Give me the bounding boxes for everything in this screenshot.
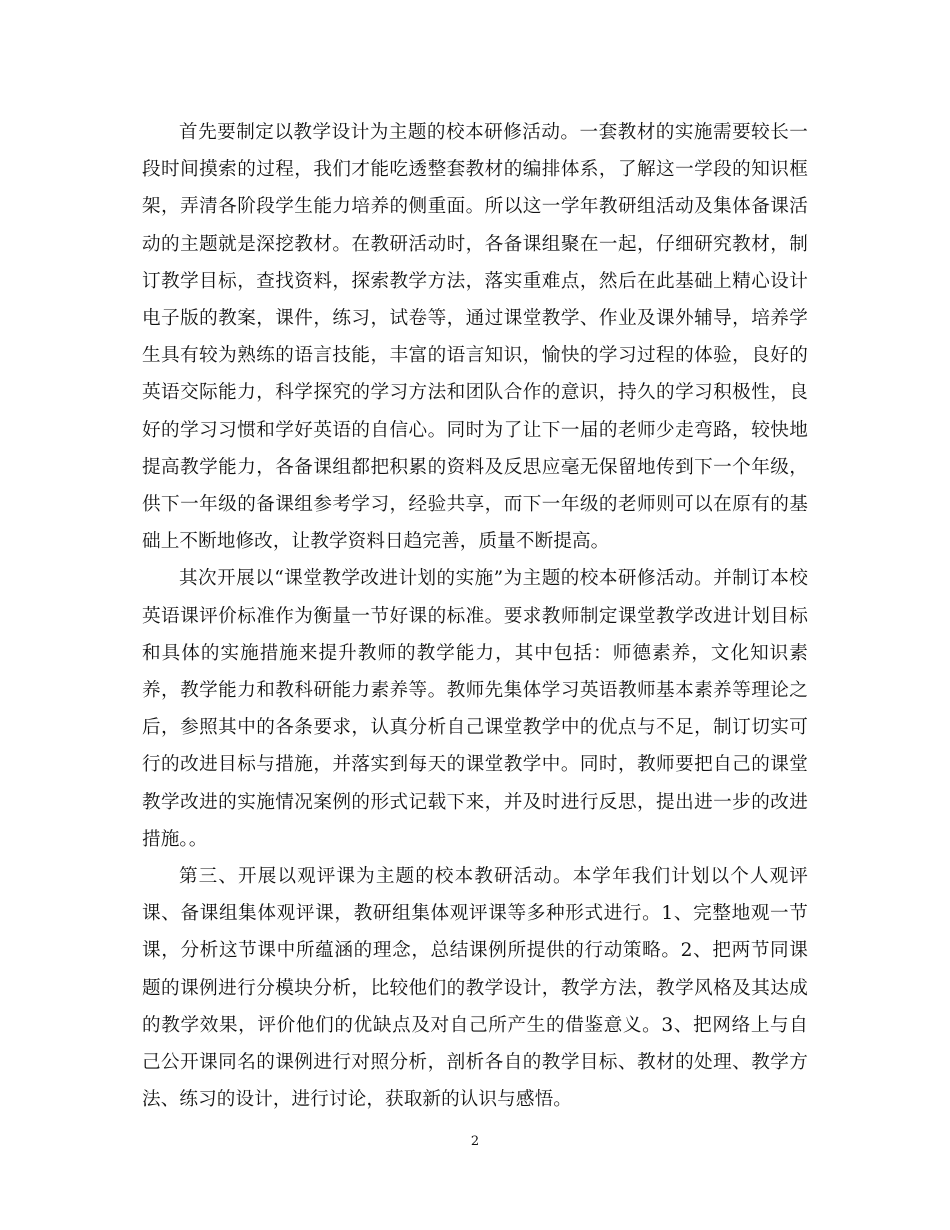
page-number: 2 (470, 1134, 480, 1149)
paragraph-3: 第三、开展以观评课为主题的校本教研活动。本学年我们计划以个人观评课、备课组集体观评课，教研组集体观评课等多种形式进行。1、完整地观一节课，分析这节课中所蕴涵的理念，总结课例所提供的行动策略。2、把两节同课题的课例进行分模块分析，比较他们的教学设计，教学方法，教学风格及其达成的教学效果，评价他们的优缺点及对自己所产生的借鉴意义。3、把网络上与自己公开课同名的课例进行对照分析，剖析各自的教学目标、教材的处理、教学方法、练习的设计，进行讨论，获取新的认识与感悟。 (142, 866, 808, 1111)
paragraph-1: 首先要制定以教学设计为主题的校本研修活动。一套教材的实施需要较长一段时间摸索的过程，我们才能吃透整套教材的编排体系，了解这一学段的知识框架，弄清各阶段学生能力培养的侧重面。所以这一学年教研组活动及集体备课活动的主题就是深挖教材。在教研活动时，各备课组聚在一起，仔细研究教材，制订教学目标，查找资料，探索教学方法，落实重难点，然后在此基础上精心设计电子版的教案，课件，练习，试卷等，通过课堂教学、作业及课外辅导，培养学生具有较为熟练的语言技能，丰富的语言知识，愉快的学习过程的体验，良好的英语交际能力，科学探究的学习方法和团队合作的意识，持久的学习积极性，良好的学习习惯和学好英语的自信心。同时为了让下一届的老师少走弯路，较快地提高教学能力，各备课组都把积累的资料及反思应毫无保留地传到下一个年级，供下一年级的备课组参考学习，经验共享，而下一年级的老师则可以在原有的基础上不断地修改，让教学资料日趋完善，质量不断提高。 (142, 122, 808, 553)
body-text (142, 114, 808, 1118)
paragraph-2: 其次开展以“课堂教学改进计划的实施”为主题的校本研修活动。并制订本校英语课评价标准作为衡量一节好课的标准。要求教师制定课堂教学改进计划目标和具体的实施措施来提升教师的教学能力，其中包括：师德素养，文化知识素养，教学能力和教科研能力素养等。教师先集体学习英语教师基本素养等理论之后，参照其中的各条要求，认真分析自己课堂教学中的优点与不足，制订切实可行的改进目标与措施，并落实到每天的课堂教学中。同时，教师要把自己的课堂教学改进的实施情况案例的形式记载下来，并及时进行反思，提出进一步的改进措施。。 (142, 568, 808, 850)
